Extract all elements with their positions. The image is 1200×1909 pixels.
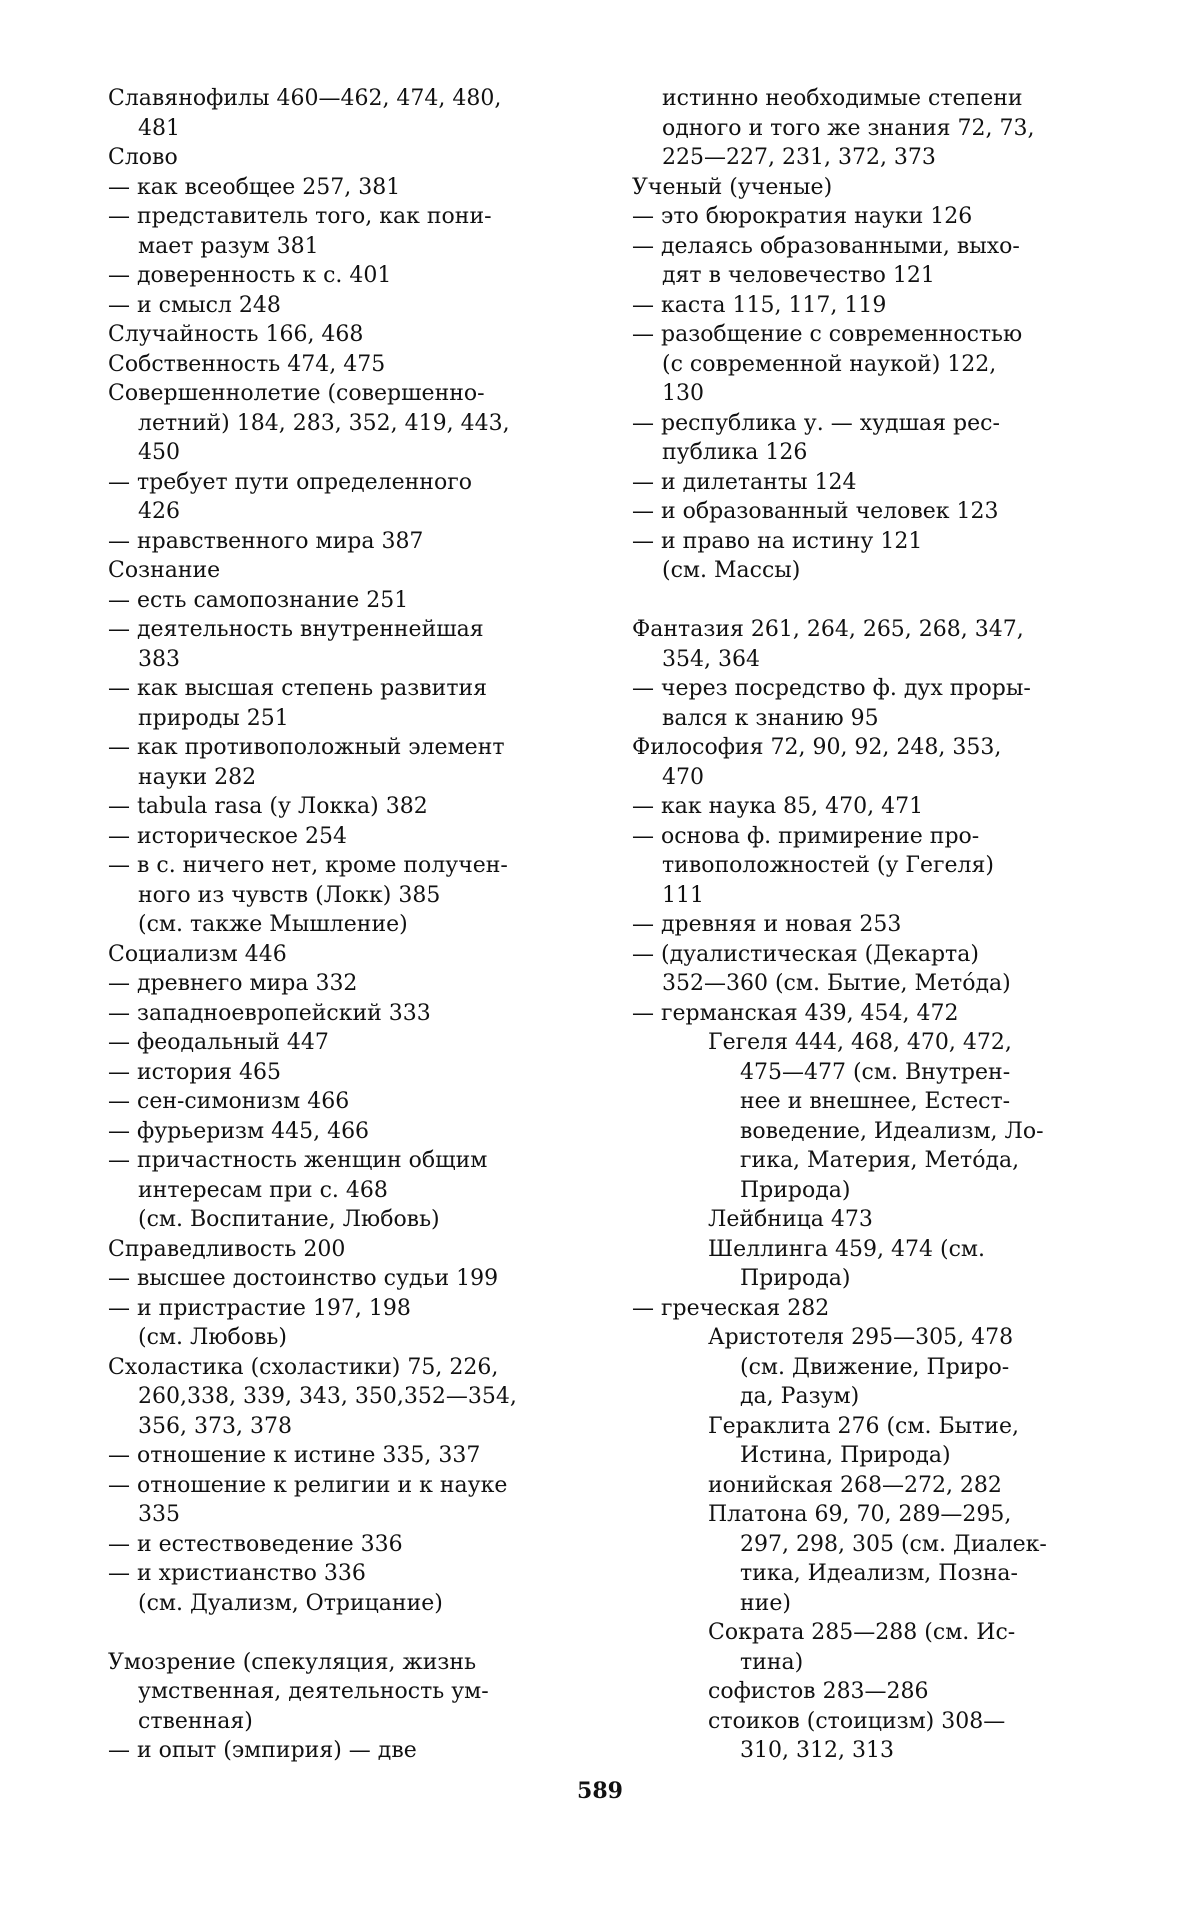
index-entry-line: — через посредство ф. дух проры- — [632, 676, 1031, 701]
index-entry-line: — в с. ничего нет, кроме получен- — [108, 853, 508, 878]
index-entry-line: 475—477 (см. Внутрен- — [740, 1059, 1011, 1085]
index-entry-line: публика 126 — [662, 440, 808, 465]
index-entry-line: (см. также Мышление) — [138, 912, 408, 937]
index-entry-line: Природа) — [740, 1266, 851, 1291]
entry-gap — [108, 1618, 548, 1648]
index-entry-line: — и образованный человек 123 — [632, 499, 999, 524]
index-entry-line: тивоположностей (у Гегеля) — [662, 853, 994, 878]
index-entry-line: Фантазия 261, 264, 265, 268, 347, — [632, 617, 1024, 642]
index-entry-line: Философия 72, 90, 92, 248, 353, — [632, 735, 1002, 760]
index-entry-line: — отношение к истине 335, 337 — [108, 1443, 481, 1468]
index-entry-line: — (дуалистическая (Декарта) — [632, 941, 979, 967]
index-entry-line: — и пристрастие 197, 198 — [108, 1295, 411, 1321]
index-entry-line: 481 — [138, 115, 180, 141]
index-entry-line: стоиков (стоицизм) 308— — [708, 1708, 1006, 1734]
index-entry-line: 225—227, 231, 372, 373 — [662, 145, 936, 170]
index-entry-line: Сократа 285—288 (см. Ис- — [708, 1620, 1016, 1645]
index-entry-line: Собственность 474, 475 — [108, 351, 386, 377]
index-entry-line: — сен-симонизм 466 — [108, 1089, 350, 1114]
index-entry-line: ние) — [740, 1590, 791, 1616]
index-entry-line: да, Разум) — [740, 1384, 860, 1409]
index-entry-line: ственная) — [138, 1708, 253, 1734]
index-entry-line: — и смысл 248 — [108, 292, 281, 318]
index-entry-line: — германская 439, 454, 472 — [632, 1000, 959, 1026]
index-column-left — [108, 84, 548, 1766]
index-entry-line: нее и внешнее, Естест- — [740, 1089, 1011, 1114]
index-entry-line: Ученый (ученые) — [632, 174, 833, 200]
index-entry-line: софистов 283—286 — [708, 1679, 929, 1704]
index-entry-line: 335 — [138, 1502, 180, 1527]
index-entry-line: 356, 373, 378 — [138, 1413, 292, 1439]
index-entry-line: — как высшая степень развития — [108, 676, 488, 701]
index-entry-line: 383 — [138, 646, 180, 672]
index-entry-line: — высшее достоинство судьи 199 — [108, 1266, 499, 1291]
index-entry-line: умственная, деятельность ум- — [138, 1679, 489, 1704]
index-entry-line: — республика у. — худшая рес- — [632, 410, 1000, 436]
index-entry-line: — феодальный 447 — [108, 1030, 329, 1055]
index-entry-line: Платона 69, 70, 289—295, — [708, 1502, 1012, 1527]
index-entry-line: науки 282 — [138, 764, 257, 790]
index-entry-line: — и дилетанты 124 — [632, 469, 857, 495]
index-entry-line: мает разум 381 — [138, 233, 319, 259]
index-entry-line: Гегеля 444, 468, 470, 472, — [708, 1030, 1012, 1055]
index-entry-line: воведение, Идеализм, Ло- — [740, 1118, 1044, 1144]
index-entry-line: — и опыт (эмпирия) — две — [108, 1738, 417, 1763]
index-entry-line: — фурьеризм 445, 466 — [108, 1118, 370, 1144]
index-entry-line: тина) — [740, 1649, 804, 1675]
index-entry-line: 260,338, 339, 343, 350,352—354, — [138, 1384, 517, 1409]
index-entry-line: 426 — [138, 499, 180, 524]
index-entry-line: — делаясь образованными, выхо- — [632, 233, 1020, 259]
index-entry-line: — представитель того, как пони- — [108, 204, 492, 229]
index-entry-line: (см. Массы) — [662, 558, 801, 583]
index-entry-line: — требует пути определенного — [108, 469, 472, 495]
index-entry-line: гика, Материя, Метóда, — [740, 1148, 1020, 1173]
index-entry-line: одного и того же знания 72, 73, — [662, 115, 1035, 141]
index-entry-line: Совершеннолетие (совершенно- — [108, 381, 485, 406]
index-entry-line: — греческая 282 — [632, 1295, 830, 1321]
index-entry-line: дят в человечество 121 — [662, 263, 935, 288]
index-entry-line: 130 — [662, 381, 704, 406]
index-entry-line: — западноевропейский 333 — [108, 1000, 431, 1026]
index-entry-line: — древняя и новая 253 — [632, 912, 902, 937]
index-entry-line: — и христианство 336 — [108, 1561, 366, 1586]
index-entry-line: (см. Дуализм, Отрицание) — [138, 1590, 443, 1616]
index-entry-line: летний) 184, 283, 352, 419, 443, — [138, 410, 510, 436]
index-entry-line: 470 — [662, 764, 704, 790]
index-entry-line: Слово — [108, 145, 178, 170]
index-entry-line: — древнего мира 332 — [108, 971, 358, 996]
index-entry-line: Славянофилы 460—462, 474, 480, — [108, 86, 502, 111]
index-entry-line: Шеллинга 459, 474 (см. — [708, 1236, 986, 1262]
index-entry-line: (с современной наукой) 122, — [662, 351, 997, 377]
index-entry-line: Справедливость 200 — [108, 1236, 346, 1262]
index-entry-line: — разобщение с современностью — [632, 322, 1023, 347]
index-entry-line: 354, 364 — [662, 646, 760, 672]
index-entry-line: 297, 298, 305 (см. Диалек- — [740, 1531, 1047, 1557]
index-entry-line: — история 465 — [108, 1059, 282, 1085]
index-entry-line: Истина, Природа) — [740, 1443, 951, 1468]
index-entry-line: Сознание — [108, 558, 221, 583]
index-entry-line: — как всеобщее 257, 381 — [108, 174, 401, 200]
index-entry-line: — историческое 254 — [108, 823, 348, 849]
index-entry-line: — каста 115, 117, 119 — [632, 292, 887, 318]
index-entry-line: — и право на истину 121 — [632, 528, 923, 554]
page-number: 589 — [577, 1778, 623, 1804]
index-entry-line: — и естествоведение 336 — [108, 1531, 403, 1557]
index-column-right — [632, 84, 1084, 1766]
index-entry-line: — отношение к религии и к науке — [108, 1472, 508, 1498]
index-entry-line: интересам при с. 468 — [138, 1177, 388, 1203]
index-entry-line: Умозрение (спекуляция, жизнь — [108, 1649, 477, 1675]
index-entry-line: вался к знанию 95 — [662, 705, 879, 731]
index-entry-line: — основа ф. примирение про- — [632, 823, 980, 849]
index-entry-line: 111 — [662, 882, 704, 908]
index-entry-line: — доверенность к с. 401 — [108, 263, 392, 288]
index-entry-line: 310, 312, 313 — [740, 1738, 894, 1763]
index-entry-line: — tabula rasa (у Локка) 382 — [108, 794, 428, 819]
index-entry-line: 352—360 (см. Бытие, Метóда) — [662, 971, 1011, 996]
index-entry-line: — нравственного мира 387 — [108, 528, 424, 554]
index-entry-line: — как противоположный элемент — [108, 735, 505, 760]
index-entry-line: Аристотеля 295—305, 478 — [708, 1325, 1014, 1350]
index-entry-line: — это бюрократия науки 126 — [632, 204, 973, 229]
index-entry-line: ного из чувств (Локк) 385 — [138, 882, 441, 908]
index-entry-line: — деятельность внутреннейшая — [108, 617, 484, 642]
index-entry-line: (см. Воспитание, Любовь) — [138, 1207, 440, 1232]
index-entry-line: Природа) — [740, 1177, 851, 1203]
index-entry-line: Случайность 166, 468 — [108, 322, 364, 347]
index-entry-line: ионийская 268—272, 282 — [708, 1472, 1002, 1498]
entry-gap — [632, 586, 1084, 616]
index-entry-line: Лейбница 473 — [708, 1207, 873, 1232]
index-entry-line: (см. Движение, Приро- — [740, 1354, 1010, 1380]
index-entry-line: — как наука 85, 470, 471 — [632, 794, 924, 819]
index-entry-line: (см. Любовь) — [138, 1325, 287, 1350]
index-entry-line: природы 251 — [138, 705, 289, 731]
index-entry-line: 450 — [138, 440, 180, 465]
index-entry-line: Гераклита 276 (см. Бытие, — [708, 1413, 1019, 1439]
index-entry-line: истинно необходимые степени — [662, 86, 1023, 111]
index-entry-line: Схоластика (схоластики) 75, 226, — [108, 1354, 499, 1380]
index-entry-line: — причастность женщин общим — [108, 1148, 488, 1173]
index-entry-line: тика, Идеализм, Позна- — [740, 1561, 1018, 1586]
index-entry-line: Социализм 446 — [108, 941, 287, 967]
index-entry-line: — есть самопознание 251 — [108, 587, 409, 613]
